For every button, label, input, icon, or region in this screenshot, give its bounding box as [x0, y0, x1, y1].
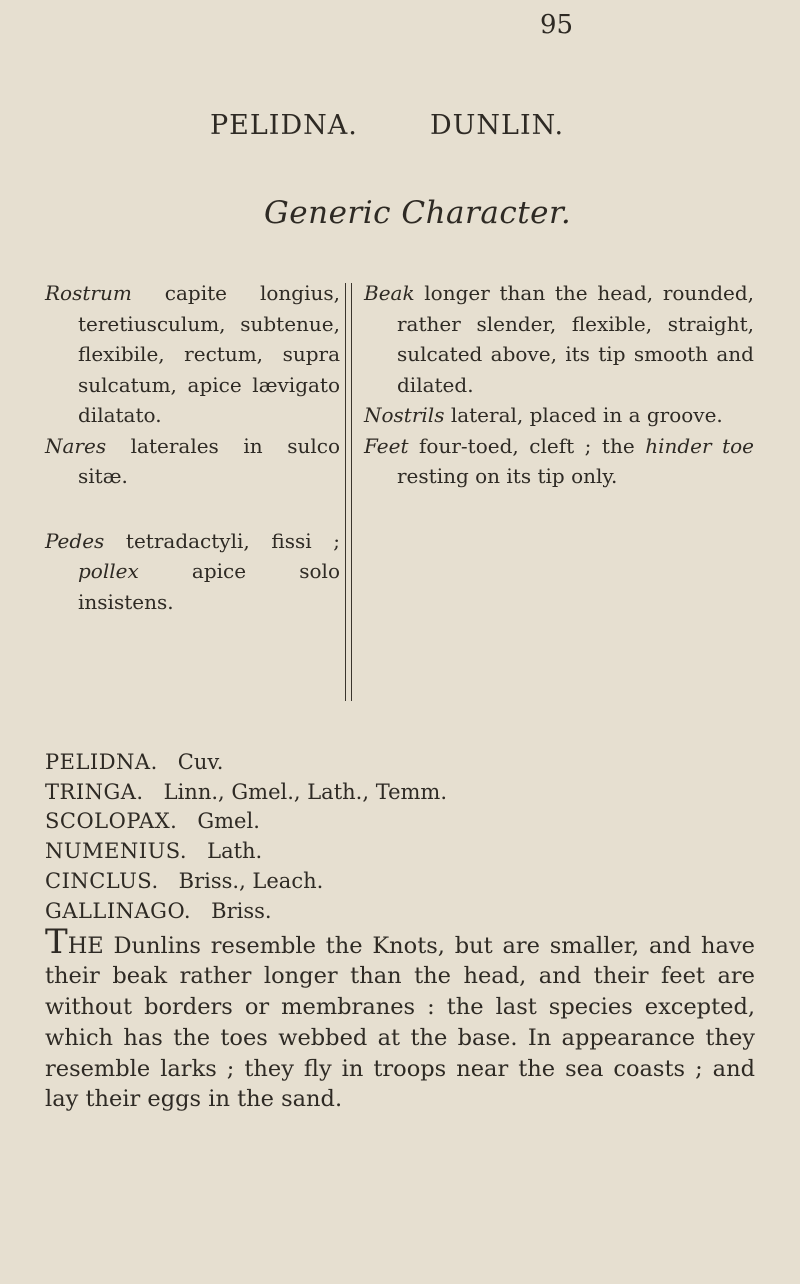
synonymy-list: [45, 748, 447, 926]
synonym-genus: NUMENIUS.: [45, 839, 188, 864]
latin-text: tetradactyli, fissi ;: [104, 528, 340, 553]
english-term: Beak: [364, 281, 415, 305]
latin-term: Nares: [45, 433, 107, 458]
synonym-authority: Briss.: [211, 898, 272, 923]
synonym-line: [45, 897, 447, 927]
latin-entry-nares: [45, 431, 340, 492]
english-term: Nostrils: [364, 403, 445, 427]
drop-cap: T: [45, 921, 68, 962]
synonym-genus: CINCLUS.: [45, 868, 159, 893]
synonym-genus: SCOLOPAX.: [45, 809, 178, 834]
english-text: resting on its tip only.: [397, 464, 618, 488]
english-description-column: [364, 278, 754, 492]
latin-entry-pedes: [45, 526, 340, 618]
synonym-authority: Gmel.: [197, 809, 260, 834]
synonym-line: [45, 748, 447, 778]
synonym-genus: GALLINAGO.: [45, 898, 192, 923]
synonym-authority: Linn., Gmel., Lath., Temm.: [163, 779, 447, 804]
running-head-latin: PELIDNA.: [210, 110, 358, 141]
synonym-line: [45, 837, 447, 867]
page-number: 95: [540, 10, 574, 40]
body-text: Dunlins resemble the Knots, but are smaller, and have their beak rather longer than the head, and their feet are without borders or membranes : the last species excepted, which has the toes webbed at the base. In appearance they resemble larks ; they fly in troops near the sea coasts ; and lay their eggs in the sand.: [45, 932, 755, 1113]
synonym-authority: Lath.: [207, 839, 263, 864]
latin-text: laterales in sulco sitæ.: [78, 433, 340, 488]
synonym-genus: TRINGA.: [45, 779, 144, 804]
synonym-line: [45, 807, 447, 837]
english-entry-feet: [364, 431, 754, 492]
lead-in: HE: [67, 932, 104, 959]
latin-description-column: [45, 278, 340, 617]
english-term: hinder toe: [645, 433, 754, 458]
english-term: Feet: [364, 433, 409, 458]
synonym-line: [45, 778, 447, 808]
latin-entry-rostrum: [45, 278, 340, 431]
synonym-authority: Cuv.: [177, 750, 224, 774]
english-entry-beak: [364, 278, 754, 400]
section-title: Generic Character.: [264, 195, 572, 231]
latin-term: pollex: [78, 559, 139, 583]
latin-text: capite longius, teretiusculum, subtenue, flexibile, rectum, supra sulcatum, apice lævigato dilatato.: [78, 281, 340, 427]
synonym-authority: Briss., Leach.: [178, 868, 324, 893]
synonym-genus: PELIDNA.: [45, 750, 158, 774]
latin-term: Pedes: [45, 528, 105, 553]
running-head-english: DUNLIN.: [430, 110, 565, 141]
latin-term: Rostrum: [45, 281, 132, 305]
english-text: longer than the head, rounded, rather slender, flexible, straight, sulcated above, its tip smooth and dilated.: [397, 281, 754, 397]
english-text: lateral, placed in a groove.: [444, 403, 723, 427]
latin-text: apice solo insistens.: [78, 559, 340, 614]
column-divider: [345, 283, 352, 701]
english-entry-nostrils: [364, 400, 754, 431]
synonym-line: [45, 867, 447, 897]
english-text: four-toed, cleft ; the: [408, 433, 646, 458]
body-paragraph: [45, 921, 755, 1116]
